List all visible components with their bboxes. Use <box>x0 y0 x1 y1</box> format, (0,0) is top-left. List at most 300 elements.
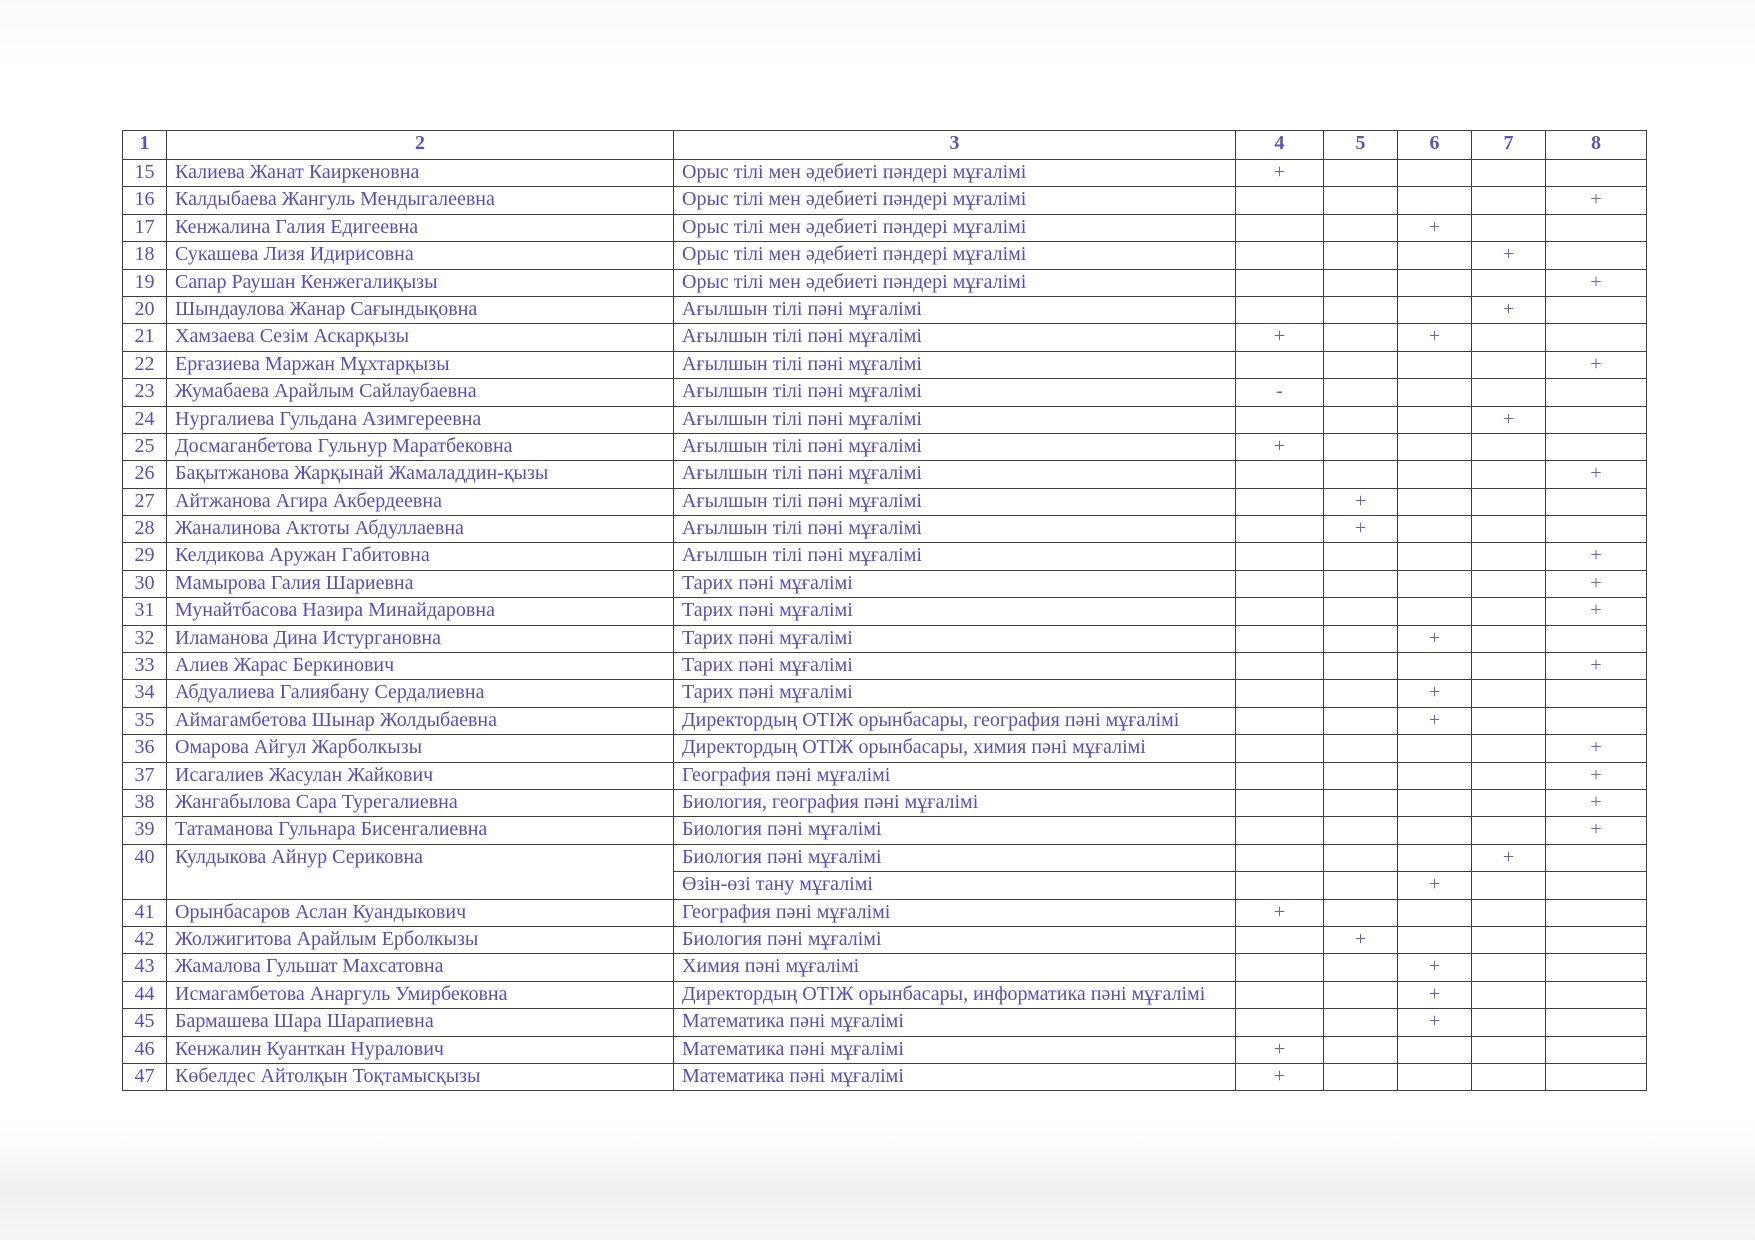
subject: Ағылшын тілі пәні мұғалімі <box>674 461 1236 488</box>
mark-cell <box>1236 625 1324 652</box>
mark-cell <box>1398 570 1472 597</box>
mark-cell: + <box>1236 160 1324 187</box>
mark-cell <box>1472 789 1546 816</box>
mark-cell <box>1324 406 1398 433</box>
mark-cell <box>1472 488 1546 515</box>
teacher-name: Кенжалин Куанткан Нуралович <box>167 1036 674 1063</box>
mark-cell: + <box>1398 981 1472 1008</box>
table-row <box>123 570 1647 597</box>
column-header: 7 <box>1472 131 1546 160</box>
mark-cell <box>1472 1063 1546 1090</box>
teacher-name: Жамалова Гульшат Махсатовна <box>167 954 674 981</box>
mark-cell <box>1324 379 1398 406</box>
teacher-name: Жолжигитова Арайлым Ерболкызы <box>167 926 674 953</box>
teacher-name: Исмагамбетова Анаргуль Умирбековна <box>167 981 674 1008</box>
mark-cell <box>1472 872 1546 899</box>
table-row <box>123 926 1647 953</box>
teacher-name: Исагалиев Жасулан Жайкович <box>167 762 674 789</box>
mark-cell: + <box>1236 1036 1324 1063</box>
mark-cell: + <box>1472 242 1546 269</box>
teacher-name: Кулдыкова Айнур Сериковна <box>167 844 674 899</box>
mark-cell <box>1398 735 1472 762</box>
table-row <box>123 735 1647 762</box>
teacher-name: Абдуалиева Галиябану Сердалиевна <box>167 680 674 707</box>
row-number: 45 <box>123 1009 167 1036</box>
row-number: 34 <box>123 680 167 707</box>
table-row <box>123 296 1647 323</box>
mark-cell <box>1324 680 1398 707</box>
table-row <box>123 543 1647 570</box>
mark-cell: + <box>1324 488 1398 515</box>
mark-cell <box>1472 269 1546 296</box>
mark-cell: + <box>1236 324 1324 351</box>
table-row <box>123 844 1647 871</box>
mark-cell <box>1324 1063 1398 1090</box>
mark-cell: + <box>1324 516 1398 543</box>
mark-cell <box>1324 160 1398 187</box>
mark-cell <box>1236 954 1324 981</box>
mark-cell <box>1236 872 1324 899</box>
subject: Ағылшын тілі пәні мұғалімі <box>674 406 1236 433</box>
mark-cell <box>1324 351 1398 378</box>
mark-cell <box>1398 269 1472 296</box>
subject: Ағылшын тілі пәні мұғалімі <box>674 379 1236 406</box>
table-row <box>123 351 1647 378</box>
table-body-row-40 <box>123 844 1647 899</box>
row-number: 25 <box>123 433 167 460</box>
row-number: 21 <box>123 324 167 351</box>
mark-cell <box>1398 160 1472 187</box>
teacher-name: Татаманова Гульнара Бисенгалиевна <box>167 817 674 844</box>
mark-cell <box>1398 433 1472 460</box>
mark-cell: + <box>1472 406 1546 433</box>
mark-cell <box>1472 570 1546 597</box>
table-row <box>123 488 1647 515</box>
table-row <box>123 899 1647 926</box>
mark-cell: + <box>1546 351 1647 378</box>
mark-cell <box>1324 981 1398 1008</box>
mark-cell <box>1236 680 1324 707</box>
mark-cell <box>1398 1036 1472 1063</box>
subject: Биология пәні мұғалімі <box>674 926 1236 953</box>
column-header: 1 <box>123 131 167 160</box>
table-row <box>123 324 1647 351</box>
table-row <box>123 707 1647 734</box>
mark-cell <box>1472 954 1546 981</box>
mark-cell <box>1398 653 1472 680</box>
mark-cell <box>1472 1009 1546 1036</box>
mark-cell <box>1324 707 1398 734</box>
mark-cell: + <box>1324 926 1398 953</box>
subject: Ағылшын тілі пәні мұғалімі <box>674 351 1236 378</box>
teacher-name: Жаналинова Актоты Абдуллаевна <box>167 516 674 543</box>
subject: Орыс тілі мен әдебиеті пәндері мұғалімі <box>674 242 1236 269</box>
mark-cell <box>1324 1036 1398 1063</box>
table-row <box>123 187 1647 214</box>
mark-cell <box>1236 488 1324 515</box>
mark-cell: + <box>1398 872 1472 899</box>
mark-cell <box>1546 981 1647 1008</box>
mark-cell: + <box>1546 570 1647 597</box>
table-row <box>123 762 1647 789</box>
mark-cell <box>1398 926 1472 953</box>
mark-cell <box>1324 269 1398 296</box>
row-number: 37 <box>123 762 167 789</box>
teacher-name: Аймагамбетова Шынар Жолдыбаевна <box>167 707 674 734</box>
mark-cell <box>1472 351 1546 378</box>
mark-cell: + <box>1546 598 1647 625</box>
mark-cell: + <box>1546 187 1647 214</box>
subject: Тарих пәні мұғалімі <box>674 680 1236 707</box>
mark-cell <box>1472 187 1546 214</box>
subject: Орыс тілі мен әдебиеті пәндері мұғалімі <box>674 187 1236 214</box>
mark-cell <box>1236 926 1324 953</box>
table-row <box>123 653 1647 680</box>
mark-cell <box>1324 1009 1398 1036</box>
teacher-name: Иламанова Дина Истургановна <box>167 625 674 652</box>
table-body-a <box>123 160 1647 845</box>
teacher-name: Орынбасаров Аслан Куандыкович <box>167 899 674 926</box>
subject: Математика пәні мұғалімі <box>674 1036 1236 1063</box>
column-header: 6 <box>1398 131 1472 160</box>
mark-cell <box>1236 570 1324 597</box>
mark-cell <box>1324 598 1398 625</box>
mark-cell <box>1472 461 1546 488</box>
mark-cell <box>1472 516 1546 543</box>
table-row <box>123 981 1647 1008</box>
mark-cell <box>1398 762 1472 789</box>
mark-cell <box>1546 296 1647 323</box>
mark-cell <box>1472 598 1546 625</box>
mark-cell <box>1236 543 1324 570</box>
mark-cell <box>1546 872 1647 899</box>
mark-cell <box>1546 954 1647 981</box>
mark-cell: + <box>1398 707 1472 734</box>
mark-cell <box>1324 653 1398 680</box>
row-number: 42 <box>123 926 167 953</box>
mark-cell <box>1324 433 1398 460</box>
table-row <box>123 379 1647 406</box>
teacher-name: Сапар Раушан Кенжегалиқызы <box>167 269 674 296</box>
subject: Ағылшын тілі пәні мұғалімі <box>674 488 1236 515</box>
mark-cell: + <box>1472 844 1546 871</box>
mark-cell <box>1236 789 1324 816</box>
mark-cell <box>1472 625 1546 652</box>
mark-cell <box>1398 516 1472 543</box>
teacher-name: Кенжалина Галия Едигеевна <box>167 214 674 241</box>
teacher-name: Досмаганбетова Гульнур Маратбековна <box>167 433 674 460</box>
teacher-name: Мунайтбасова Назира Минайдаровна <box>167 598 674 625</box>
row-number: 17 <box>123 214 167 241</box>
row-number: 31 <box>123 598 167 625</box>
mark-cell <box>1546 379 1647 406</box>
subject: Ағылшын тілі пәні мұғалімі <box>674 543 1236 570</box>
teacher-name: Калиева Жанат Каиркеновна <box>167 160 674 187</box>
mark-cell <box>1546 625 1647 652</box>
mark-cell <box>1546 707 1647 734</box>
mark-cell: + <box>1546 653 1647 680</box>
subject: Орыс тілі мен әдебиеті пәндері мұғалімі <box>674 269 1236 296</box>
row-number: 29 <box>123 543 167 570</box>
mark-cell <box>1324 543 1398 570</box>
row-number: 24 <box>123 406 167 433</box>
mark-cell <box>1324 762 1398 789</box>
mark-cell <box>1236 844 1324 871</box>
mark-cell <box>1324 789 1398 816</box>
subject: Ағылшын тілі пәні мұғалімі <box>674 433 1236 460</box>
mark-cell <box>1398 406 1472 433</box>
teacher-roster-table <box>122 130 1647 1091</box>
mark-cell <box>1236 406 1324 433</box>
row-number: 19 <box>123 269 167 296</box>
subject: Ағылшын тілі пәні мұғалімі <box>674 296 1236 323</box>
mark-cell <box>1398 187 1472 214</box>
mark-cell <box>1236 461 1324 488</box>
teacher-name: Мамырова Галия Шариевна <box>167 570 674 597</box>
mark-cell <box>1324 817 1398 844</box>
subject: География пәні мұғалімі <box>674 762 1236 789</box>
row-number: 38 <box>123 789 167 816</box>
row-number: 26 <box>123 461 167 488</box>
row-number: 47 <box>123 1063 167 1090</box>
table-row <box>123 461 1647 488</box>
teacher-name: Шындаулова Жанар Сағындықовна <box>167 296 674 323</box>
mark-cell <box>1472 817 1546 844</box>
mark-cell <box>1236 981 1324 1008</box>
mark-cell <box>1324 461 1398 488</box>
column-header: 4 <box>1236 131 1324 160</box>
mark-cell <box>1398 844 1472 871</box>
row-number: 32 <box>123 625 167 652</box>
mark-cell <box>1472 707 1546 734</box>
mark-cell: + <box>1236 433 1324 460</box>
row-number: 46 <box>123 1036 167 1063</box>
teacher-name: Хамзаева Сезім Аскарқызы <box>167 324 674 351</box>
mark-cell <box>1472 1036 1546 1063</box>
table-row <box>123 406 1647 433</box>
mark-cell <box>1398 488 1472 515</box>
mark-cell <box>1472 214 1546 241</box>
mark-cell <box>1236 296 1324 323</box>
table-row <box>123 1036 1647 1063</box>
subject: Өзін-өзі тану мұғалімі <box>674 872 1236 899</box>
teacher-name: Алиев Жарас Беркинович <box>167 653 674 680</box>
table-row <box>123 160 1647 187</box>
mark-cell <box>1236 707 1324 734</box>
row-number: 15 <box>123 160 167 187</box>
mark-cell: + <box>1546 543 1647 570</box>
table-row <box>123 789 1647 816</box>
table-row <box>123 269 1647 296</box>
mark-cell <box>1546 324 1647 351</box>
mark-cell <box>1324 570 1398 597</box>
column-header: 3 <box>674 131 1236 160</box>
subject: Математика пәні мұғалімі <box>674 1009 1236 1036</box>
subject: Директордың ОТІЖ орынбасары, география пәні мұғалімі <box>674 707 1236 734</box>
subject: Биология, география пәні мұғалімі <box>674 789 1236 816</box>
mark-cell <box>1324 954 1398 981</box>
row-number: 43 <box>123 954 167 981</box>
row-number: 33 <box>123 653 167 680</box>
scan-artifact-band <box>0 1148 1755 1228</box>
mark-cell <box>1324 625 1398 652</box>
mark-cell <box>1472 762 1546 789</box>
mark-cell <box>1546 242 1647 269</box>
mark-cell <box>1546 680 1647 707</box>
teacher-name: Келдикова Аружан Габитовна <box>167 543 674 570</box>
mark-cell <box>1324 899 1398 926</box>
subject: География пәні мұғалімі <box>674 899 1236 926</box>
table-row <box>123 1009 1647 1036</box>
table-body-b <box>123 899 1647 1091</box>
mark-cell <box>1546 214 1647 241</box>
mark-cell <box>1472 324 1546 351</box>
mark-cell: + <box>1546 817 1647 844</box>
mark-cell <box>1398 598 1472 625</box>
mark-cell: - <box>1236 379 1324 406</box>
mark-cell <box>1546 433 1647 460</box>
row-number: 30 <box>123 570 167 597</box>
mark-cell <box>1324 242 1398 269</box>
row-number: 28 <box>123 516 167 543</box>
mark-cell <box>1472 160 1546 187</box>
mark-cell <box>1546 516 1647 543</box>
row-number: 23 <box>123 379 167 406</box>
mark-cell <box>1324 187 1398 214</box>
mark-cell: + <box>1398 680 1472 707</box>
mark-cell <box>1236 214 1324 241</box>
row-number: 44 <box>123 981 167 1008</box>
mark-cell: + <box>1236 899 1324 926</box>
mark-cell <box>1546 899 1647 926</box>
table-row <box>123 954 1647 981</box>
row-number: 40 <box>123 844 167 899</box>
subject: Директордың ОТІЖ орынбасары, информатика пәні мұғалімі <box>674 981 1236 1008</box>
mark-cell <box>1472 926 1546 953</box>
subject: Орыс тілі мен әдебиеті пәндері мұғалімі <box>674 214 1236 241</box>
teacher-name: Бақытжанова Жарқынай Жамаладдин-қызы <box>167 461 674 488</box>
row-number: 22 <box>123 351 167 378</box>
mark-cell <box>1324 324 1398 351</box>
mark-cell: + <box>1398 625 1472 652</box>
mark-cell <box>1236 1009 1324 1036</box>
mark-cell <box>1472 543 1546 570</box>
mark-cell: + <box>1546 269 1647 296</box>
table-row <box>123 214 1647 241</box>
table-row <box>123 680 1647 707</box>
mark-cell: + <box>1398 954 1472 981</box>
table-row <box>123 242 1647 269</box>
mark-cell <box>1324 296 1398 323</box>
table-row <box>123 598 1647 625</box>
subject: Ағылшын тілі пәні мұғалімі <box>674 324 1236 351</box>
mark-cell <box>1546 488 1647 515</box>
mark-cell <box>1398 789 1472 816</box>
mark-cell <box>1236 817 1324 844</box>
mark-cell <box>1236 187 1324 214</box>
subject: Тарих пәні мұғалімі <box>674 625 1236 652</box>
row-number: 36 <box>123 735 167 762</box>
mark-cell: + <box>1546 461 1647 488</box>
teacher-name: Сукашева Лизя Идирисовна <box>167 242 674 269</box>
teacher-name: Калдыбаева Жангуль Мендыгалеевна <box>167 187 674 214</box>
mark-cell <box>1236 653 1324 680</box>
mark-cell <box>1398 899 1472 926</box>
mark-cell: + <box>1546 789 1647 816</box>
column-header: 5 <box>1324 131 1398 160</box>
column-header: 2 <box>167 131 674 160</box>
mark-cell <box>1236 762 1324 789</box>
teacher-name: Нургалиева Гульдана Азимгереевна <box>167 406 674 433</box>
mark-cell <box>1398 543 1472 570</box>
table-row <box>123 516 1647 543</box>
mark-cell <box>1472 680 1546 707</box>
mark-cell <box>1546 926 1647 953</box>
row-number: 35 <box>123 707 167 734</box>
mark-cell <box>1546 1009 1647 1036</box>
mark-cell <box>1472 379 1546 406</box>
mark-cell: + <box>1472 296 1546 323</box>
subject: Директордың ОТІЖ орынбасары, химия пәні мұғалімі <box>674 735 1236 762</box>
column-header: 8 <box>1546 131 1647 160</box>
mark-cell <box>1546 844 1647 871</box>
table-row <box>123 433 1647 460</box>
teacher-name: Жумабаева Арайлым Сайлаубаевна <box>167 379 674 406</box>
mark-cell <box>1236 269 1324 296</box>
teacher-name: Омарова Айгул Жарболкызы <box>167 735 674 762</box>
mark-cell <box>1324 214 1398 241</box>
mark-cell <box>1398 461 1472 488</box>
mark-cell <box>1236 735 1324 762</box>
mark-cell <box>1546 160 1647 187</box>
mark-cell: + <box>1398 214 1472 241</box>
subject: Орыс тілі мен әдебиеті пәндері мұғалімі <box>674 160 1236 187</box>
mark-cell: + <box>1398 1009 1472 1036</box>
mark-cell <box>1472 433 1546 460</box>
mark-cell <box>1398 296 1472 323</box>
header-row <box>123 131 1647 160</box>
table-row <box>123 625 1647 652</box>
subject: Тарих пәні мұғалімі <box>674 653 1236 680</box>
mark-cell <box>1472 653 1546 680</box>
table-row <box>123 1063 1647 1090</box>
row-number: 39 <box>123 817 167 844</box>
subject: Биология пәні мұғалімі <box>674 844 1236 871</box>
row-number: 41 <box>123 899 167 926</box>
mark-cell <box>1236 598 1324 625</box>
mark-cell: + <box>1546 735 1647 762</box>
mark-cell <box>1398 817 1472 844</box>
subject: Тарих пәні мұғалімі <box>674 570 1236 597</box>
mark-cell <box>1236 242 1324 269</box>
teacher-name: Айтжанова Агира Акбердеевна <box>167 488 674 515</box>
mark-cell <box>1398 1063 1472 1090</box>
mark-cell: + <box>1546 762 1647 789</box>
subject: Тарих пәні мұғалімі <box>674 598 1236 625</box>
mark-cell <box>1324 872 1398 899</box>
mark-cell <box>1546 406 1647 433</box>
mark-cell <box>1324 844 1398 871</box>
teacher-name: Көбелдес Айтолқын Тоқтамысқызы <box>167 1063 674 1090</box>
subject: Биология пәні мұғалімі <box>674 817 1236 844</box>
subject: Химия пәні мұғалімі <box>674 954 1236 981</box>
mark-cell <box>1472 981 1546 1008</box>
subject: Математика пәні мұғалімі <box>674 1063 1236 1090</box>
mark-cell <box>1236 516 1324 543</box>
mark-cell <box>1398 379 1472 406</box>
teacher-name: Жангабылова Сара Турегалиевна <box>167 789 674 816</box>
mark-cell <box>1472 735 1546 762</box>
